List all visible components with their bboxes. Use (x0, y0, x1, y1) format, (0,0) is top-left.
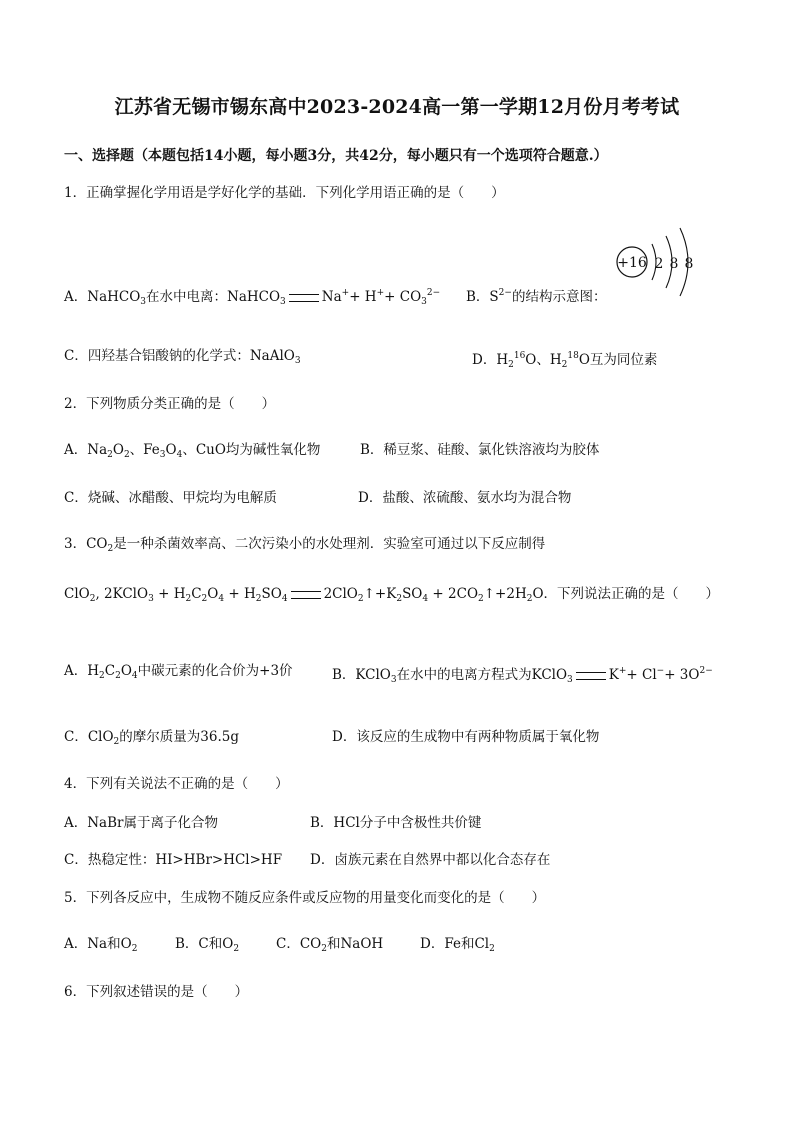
shell-electrons-2: 8 (669, 256, 679, 272)
question-1-option-a: A．NaHCO$_3$在水中电离：NaHCO$_3$ $Na^++ H^++ CO_3^{2-}$ (64, 288, 441, 307)
question-5-option-d: D．Fe和$Cl_2$ (420, 936, 495, 954)
question-4-option-a: A．NaBr属于离子化合物 (64, 815, 218, 831)
question-1-stem: 1．正确掌握化学用语是学好化学的基础．下列化学用语正确的是（ ） (64, 185, 505, 201)
section-heading: 一、选择题（本题包括14小题，每小题3分，共42分，每小题只有一个选项符合题意.） (64, 148, 608, 164)
question-5-option-a: A．Na和$O_2$ (64, 936, 138, 954)
question-4-option-c: C．热稳定性：HI>HBr>HCl>HF (64, 852, 283, 868)
question-4-stem: 4．下列有关说法不正确的是（ ） (64, 776, 289, 792)
question-2-option-b: B．稀豆浆、硅酸、氯化铁溶液均为胶体 (360, 442, 600, 458)
sulfur-ion-structure-diagram (612, 222, 702, 302)
question-3-stem: 3．$CO_2$是一种杀菌效率高、二次污染小的水处理剂．实验室可通过以下反应制得 (64, 536, 546, 554)
question-2-option-d: D．盐酸、浓硫酸、氨水均为混合物 (358, 490, 572, 506)
nucleus-charge: +16 (617, 255, 647, 271)
question-3-option-a: A．$H_2C_2O_4$中碳元素的化合价为+3价 (64, 663, 293, 681)
question-2-stem: 2．下列物质分类正确的是（ ） (64, 396, 276, 412)
question-1-option-d: D．$H_2^{16}O$、$H_2^{18}O$互为同位素 (472, 351, 658, 370)
equals-sign (576, 672, 606, 680)
question-1-option-b: B．$S^{2-}$的结构示意图： (466, 288, 607, 305)
question-3-option-d: D．该反应的生成物中有两种物质属于氧化物 (332, 729, 600, 745)
question-5-option-b: B．C和$O_2$ (175, 936, 240, 954)
page-title: 江苏省无锡市锡东高中2023-2024高一第一学期12月份月考考试 (114, 96, 680, 118)
question-1-option-c: C．四羟基合铝酸钠的化学式：NaAlO$_3$ (64, 348, 301, 366)
question-3-option-b: B．KClO$_3$在水中的电离方程式为KClO$_3$ $K^++ Cl^-+ 3O^{2-}$ (332, 666, 713, 685)
question-4-option-b: B．HCl分子中含极性共价键 (310, 815, 482, 831)
question-2-option-a: A．$Na_2O_2$、$Fe_3O_4$、CuO均为碱性氧化物 (64, 442, 321, 460)
question-2-option-c: C．烧碱、冰醋酸、甲烷均为电解质 (64, 490, 277, 506)
question-3-equation: ClO$_2$, 2KClO$_3$ + $H_2C_2O_4 + H_2SO_4$ $2ClO_2↑+K_2SO_4$ + $2CO_2↑+2H_2O$．下列说法正确的是（ ） (64, 586, 720, 604)
question-6-stem: 6．下列叙述错误的是（ ） (64, 984, 249, 1000)
question-4-option-d: D．卤族元素在自然界中都以化合态存在 (310, 852, 551, 868)
equals-sign (291, 591, 321, 599)
question-5-stem: 5．下列各反应中，生成物不随反应条件或反应物的用量变化而变化的是（ ） (64, 890, 546, 906)
shell-electrons-1: 2 (654, 256, 664, 272)
question-5-option-c: C．$CO_2$和NaOH (276, 936, 384, 954)
shell-electrons-3: 8 (684, 256, 694, 272)
equals-sign (289, 294, 319, 302)
question-3-option-c: C．ClO$_2$的摩尔质量为36.5g (64, 729, 239, 747)
